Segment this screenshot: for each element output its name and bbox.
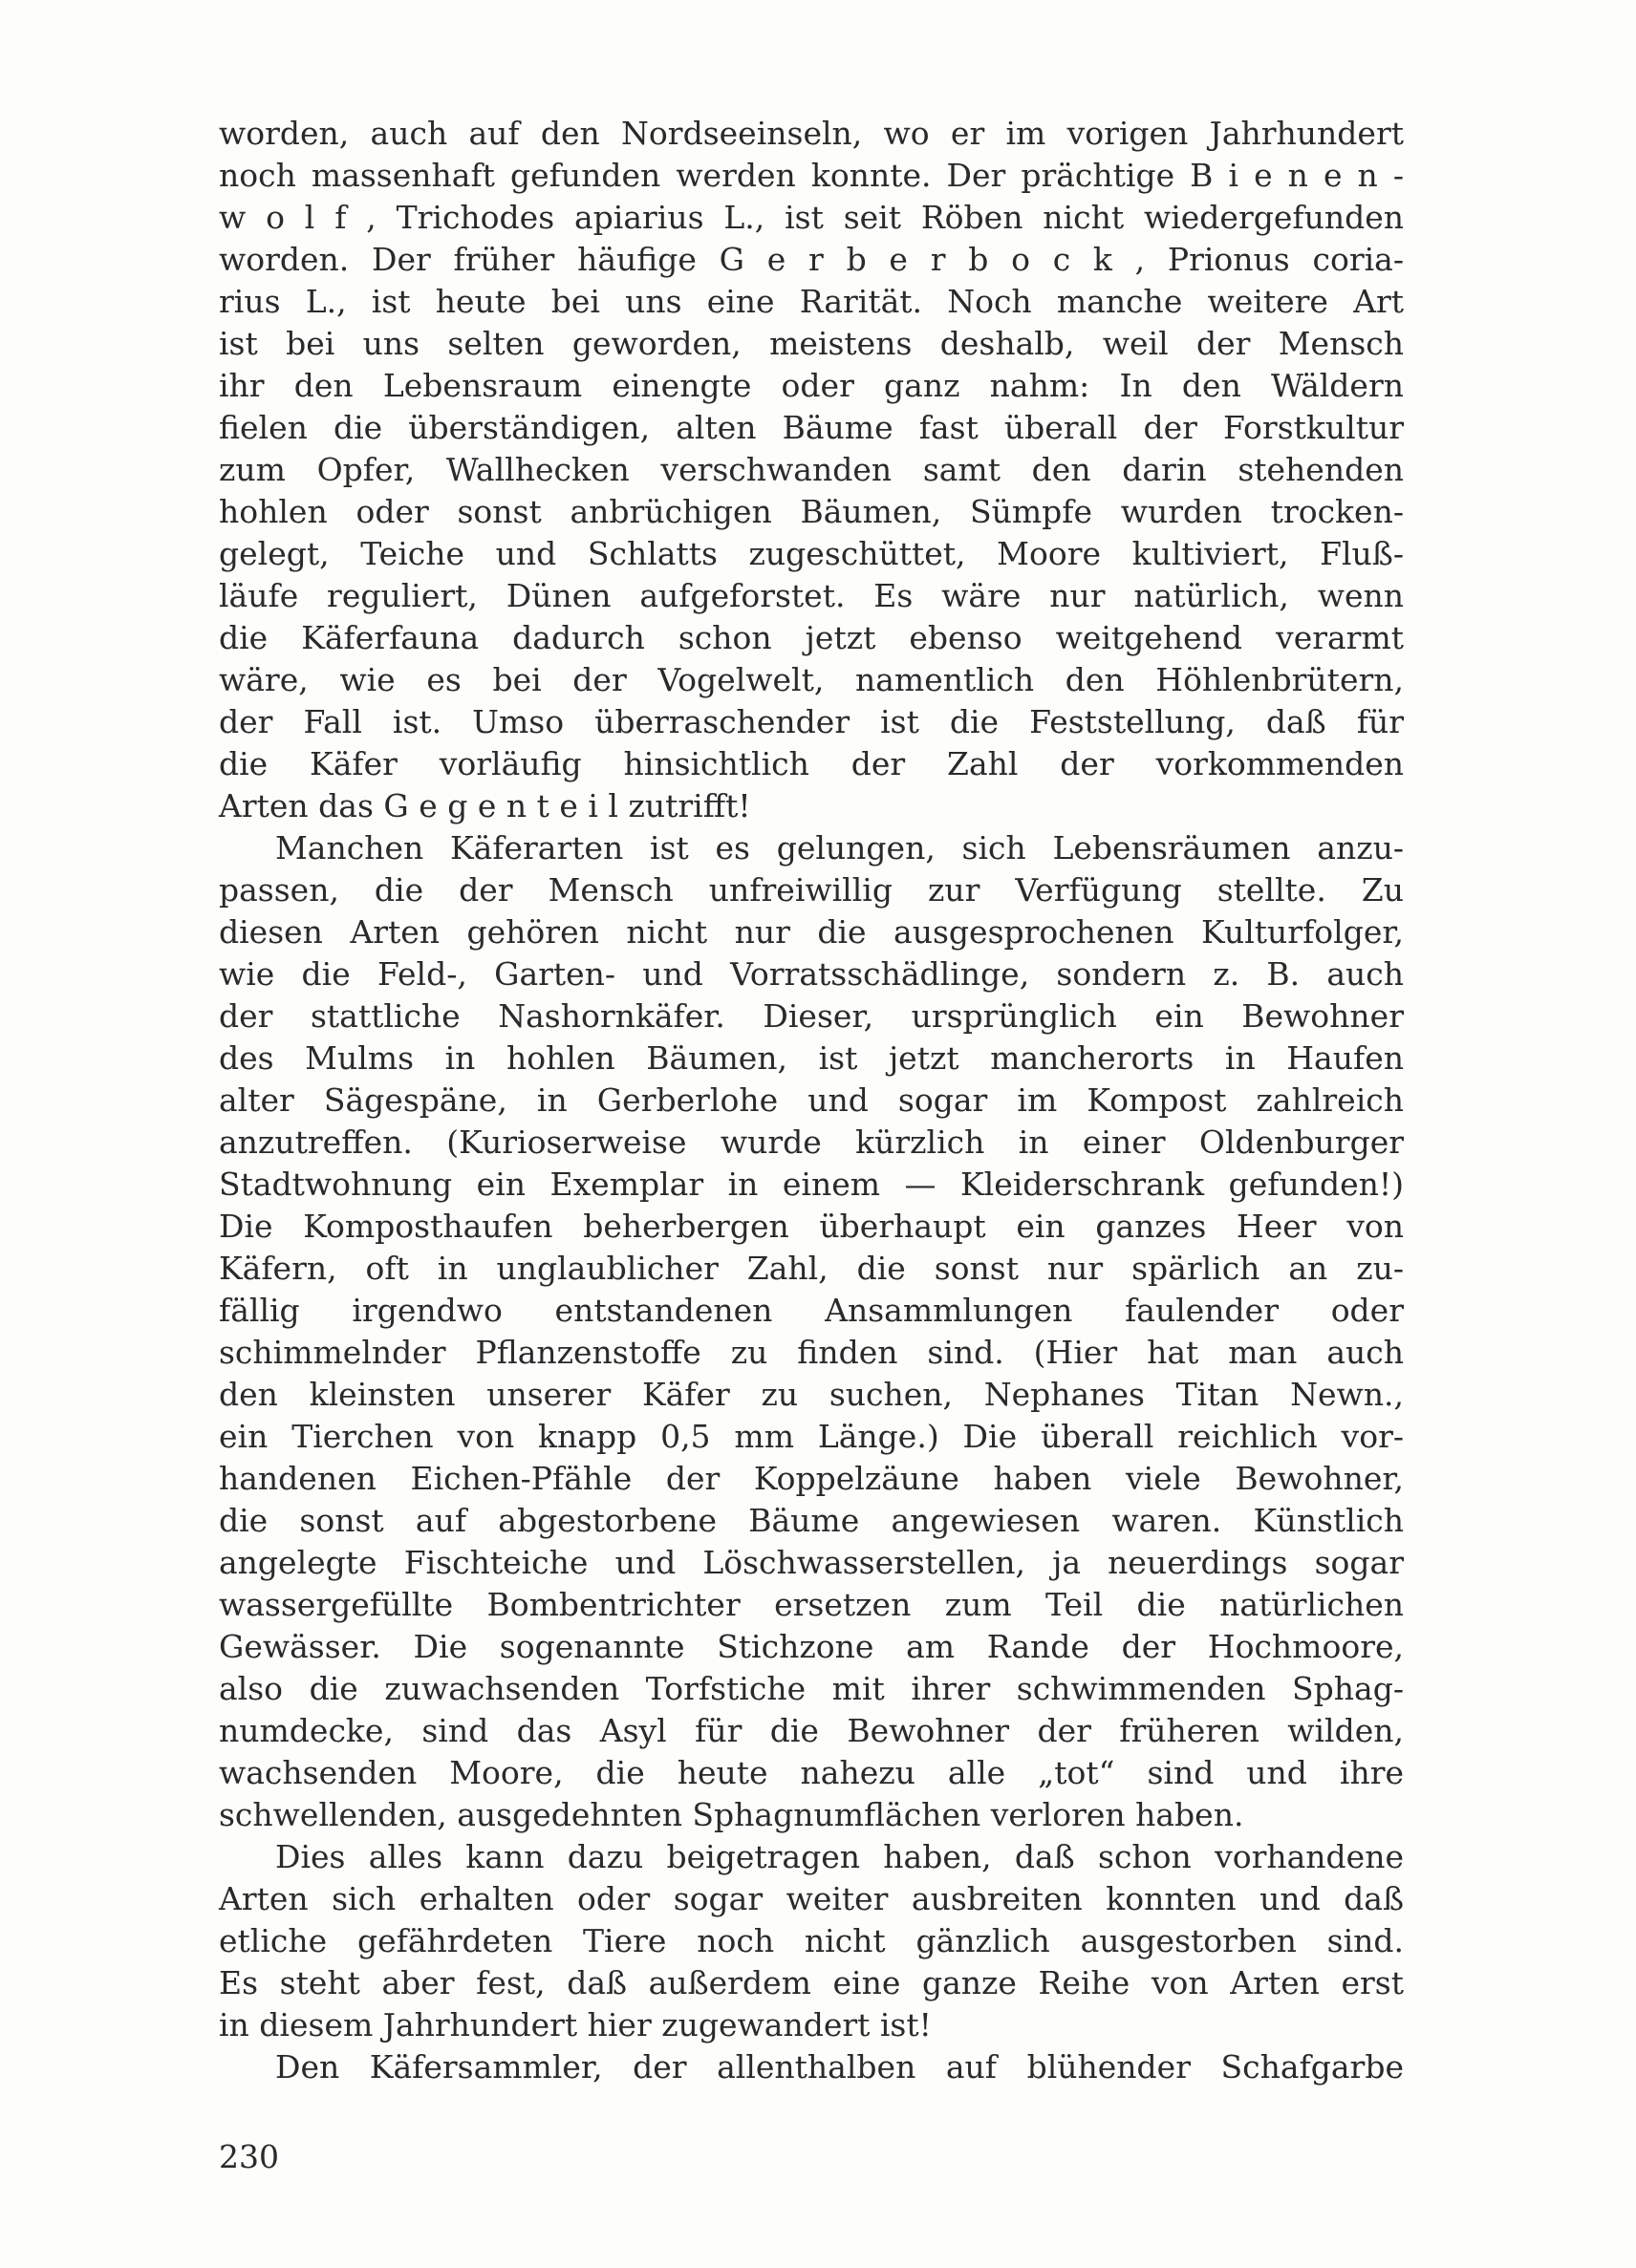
body-text [219,113,1404,2088]
text-line: also die zuwachsenden Torfstiche mit ihrer schwimmenden Sphag- [219,1670,1404,1707]
text-line: numdecke, sind das Asyl für die Bewohner der früheren wilden, [219,1712,1404,1749]
text-line: in diesem Jahrhundert hier zugewandert ist! [219,2006,932,2043]
paragraph [219,827,1404,1836]
text-line: handenen Eichen-Pfähle der Koppelzäune haben viele Bewohner, [219,1460,1404,1497]
text-line: Die Komposthaufen beherbergen überhaupt ein ganzes Heer von [219,1208,1404,1245]
text-line: diesen Arten gehören nicht nur die ausgesprochenen Kulturfolger, [219,913,1404,951]
text-line: angelegte Fischteiche und Löschwasserstellen, ja neuerdings sogar [219,1544,1404,1581]
text-line: ist bei uns selten geworden, meistens deshalb, weil der Mensch [219,325,1404,362]
text-line: w o l f , Trichodes apiarius L., ist seit Röben nicht wiedergefunden [219,199,1404,236]
paragraph [219,2046,1404,2088]
text-line: wassergefüllte Bombentrichter ersetzen zum Teil die natürlichen [219,1586,1404,1623]
page-number: 230 [219,2138,279,2175]
paragraph [219,1836,1404,2046]
text-line: Manchen Käferarten ist es gelungen, sich Lebensräumen anzu- [275,829,1404,867]
text-line: schimmelnder Pflanzenstoffe zu finden sind. (Hier hat man auch [219,1334,1404,1371]
text-line: Arten sich erhalten oder sogar weiter ausbreiten konnten und daß [219,1880,1404,1917]
text-line: läufe reguliert, Dünen aufgeforstet. Es wäre nur natürlich, wenn [219,577,1404,614]
text-line: Es steht aber fest, daß außerdem eine ganze Reihe von Arten erst [219,1964,1404,2001]
text-line: noch massenhaft gefunden werden konnte. Der prächtige B i e n e n - [219,157,1404,194]
text-line: Arten das G e g e n t e i l zutrifft! [219,787,751,824]
text-line: wachsenden Moore, die heute nahezu alle „tot“ sind und ihre [219,1754,1404,1791]
text-line: den kleinsten unserer Käfer zu suchen, Nephanes Titan Newn., [219,1376,1404,1413]
text-line: wäre, wie es bei der Vogelwelt, namentlich den Höhlenbrütern, [219,661,1404,698]
paragraph [219,113,1404,827]
text-line: worden. Der früher häufige G e r b e r b o c k , Prionus coria- [219,241,1404,278]
text-line: Stadtwohnung ein Exemplar in einem — Kleiderschrank gefunden!) [219,1166,1404,1203]
text-line: wie die Feld-, Garten- und Vorratsschädlinge, sondern z. B. auch [219,955,1404,993]
text-line: Käfern, oft in unglaublicher Zahl, die sonst nur spärlich an zu- [219,1250,1404,1287]
text-line: der Fall ist. Umso überraschender ist die Feststellung, daß für [219,703,1404,740]
text-line: worden, auch auf den Nordseeinseln, wo er im vorigen Jahrhundert [219,115,1404,152]
text-line: der stattliche Nashornkäfer. Dieser, ursprünglich ein Bewohner [219,997,1404,1035]
text-line: etliche gefährdeten Tiere noch nicht gänzlich ausgestorben sind. [219,1922,1404,1959]
text-line: alter Sägespäne, in Gerberlohe und sogar im Kompost zahlreich [219,1081,1404,1119]
text-line: anzutreffen. (Kurioserweise wurde kürzlich in einer Oldenburger [219,1123,1404,1161]
text-line: die sonst auf abgestorbene Bäume angewiesen waren. Künstlich [219,1502,1404,1539]
text-line: hohlen oder sonst anbrüchigen Bäumen, Sümpfe wurden trocken- [219,493,1404,530]
text-line: rius L., ist heute bei uns eine Rarität. Noch manche weitere Art [219,283,1404,320]
text-line: schwellenden, ausgedehnten Sphagnumflächen verloren haben. [219,1796,1244,1833]
text-line: des Mulms in hohlen Bäumen, ist jetzt mancherorts in Haufen [219,1039,1404,1077]
text-line: zum Opfer, Wallhecken verschwanden samt den darin stehenden [219,451,1404,488]
text-line: fielen die überständigen, alten Bäume fast überall der Forstkultur [219,409,1404,446]
text-line: ihr den Lebensraum einengte oder ganz nahm: In den Wäldern [219,367,1404,404]
text-line: Gewässer. Die sogenannte Stichzone am Rande der Hochmoore, [219,1628,1404,1665]
text-line: die Käfer vorläufig hinsichtlich der Zahl der vorkommenden [219,745,1404,782]
text-line: Den Käfersammler, der allenthalben auf blühender Schafgarbe [275,2048,1404,2086]
text-line: gelegt, Teiche und Schlatts zugeschüttet, Moore kultiviert, Fluß- [219,535,1404,572]
text-line: ein Tierchen von knapp 0,5 mm Länge.) Die überall reichlich vor- [219,1418,1404,1455]
text-line: fällig irgendwo entstandenen Ansammlungen faulender oder [219,1292,1404,1329]
text-line: Dies alles kann dazu beigetragen haben, daß schon vorhandene [275,1838,1404,1875]
text-line: passen, die der Mensch unfreiwillig zur Verfügung stellte. Zu [219,871,1404,909]
text-line: die Käferfauna dadurch schon jetzt ebenso weitgehend verarmt [219,619,1404,656]
